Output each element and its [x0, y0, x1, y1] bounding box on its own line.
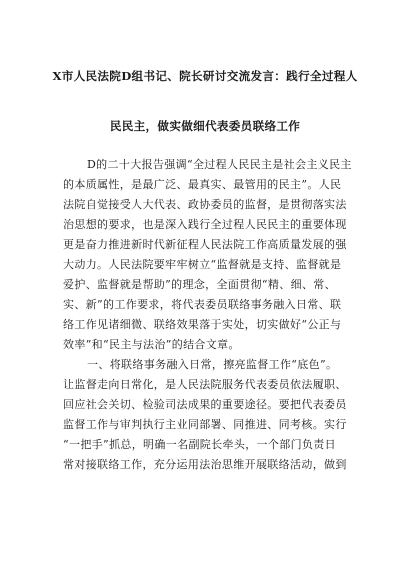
body-line: 效率”和“民主与法治”的结合文章。 [63, 338, 240, 351]
document-title-line-2: 民民主，做实做细代表委员联络工作 [109, 119, 301, 133]
body-line: 法院自觉接受人大代表、政协委员的监督，是贯彻落实法 [63, 198, 347, 211]
body-line: 大动力。人民法院要牢牢树立“监督就是支持、监督就是 [63, 258, 342, 271]
document-body [63, 155, 363, 475]
body-line: 回应社会关切、检验司法成果的重要途径。要把代表委员 [63, 398, 347, 411]
body-line: 监督工作与审判执行主业同部署、同推进、同考核。实行 [63, 418, 347, 431]
body-line: D的二十大报告强调“全过程人民民主是社会主义民主 [87, 158, 352, 171]
body-line: 让监督走向日常化，是人民法院服务代表委员依法履职、 [63, 378, 347, 391]
body-line: 实、新”的工作要求，将代表委员联络事务融入日常、联 [63, 298, 342, 311]
document-title-line-1: X市人民法院D组书记、院长研讨交流发言：践行全过程人 [52, 69, 358, 83]
body-line: “一把手”抓总，明确一名副院长牵头，一个部门负责日 [63, 438, 336, 451]
body-line: 一、将联络事务融入日常，擦亮监督工作“底色”。 [87, 358, 338, 371]
body-line: 治思想的要求，也是深入践行全过程人民民主的重要体现 [63, 218, 347, 231]
body-line: 爱护、监督就是帮助”的理念，全面贯彻“精、细、常、 [63, 278, 336, 291]
body-line: 的本质属性，是最广泛、最真实、最管用的民主”。人民 [63, 178, 342, 191]
body-line: 络工作见诸细微、联络效果落于实处，切实做好“公正与 [63, 318, 342, 331]
body-line: 常对接联络工作，充分运用法治思维开展联络活动，做到 [63, 458, 347, 471]
body-line: 更是奋力推进新时代新征程人民法院工作高质量发展的强 [63, 238, 347, 251]
